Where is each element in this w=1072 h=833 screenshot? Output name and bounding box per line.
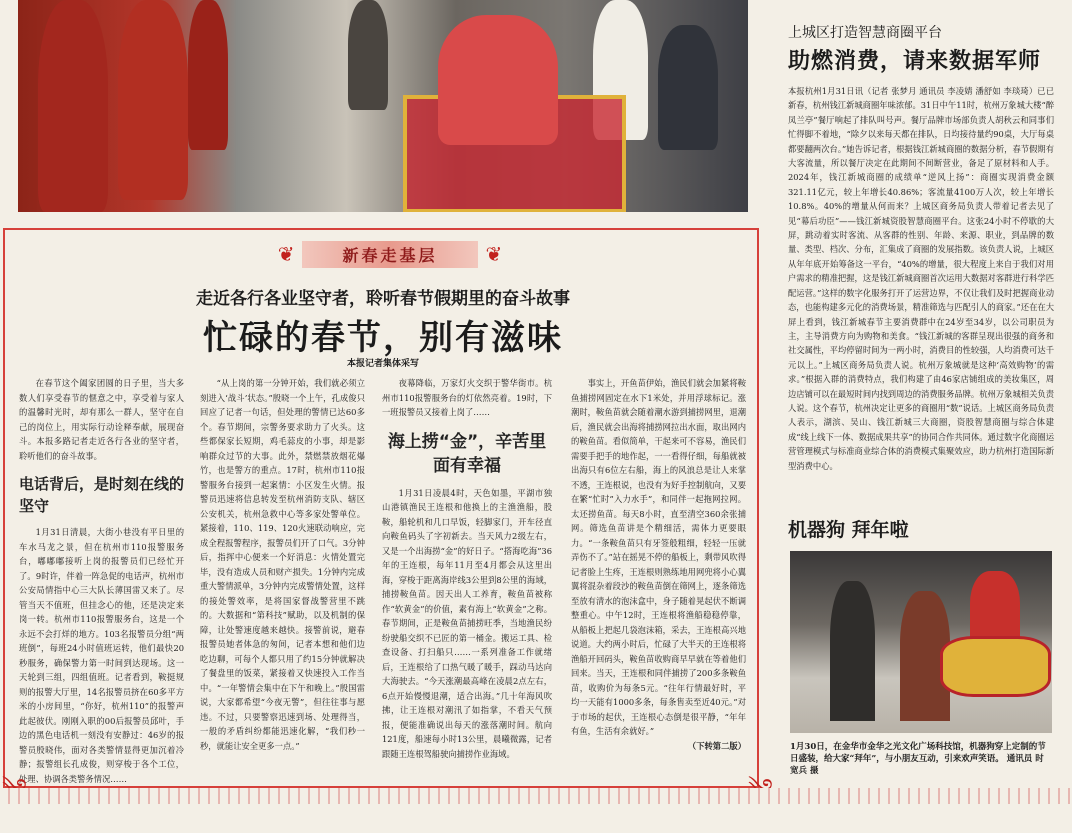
banner-title: 新春走基层 <box>302 241 477 268</box>
article-headline: 助燃消费，请来数据军师 <box>788 49 1042 74</box>
column-2 <box>200 376 365 784</box>
ornament-left-icon: ❦ <box>277 242 295 266</box>
robot-dog-photo <box>790 551 1052 733</box>
article-headline: 忙碌的春节，别有滋味 <box>203 318 563 358</box>
byline: 本报记者集体采写 <box>346 359 419 369</box>
subhead-police: 电话背后，是时刻在线的坚守 <box>19 475 184 515</box>
body-paragraph: 1月31日清晨，大街小巷没有平日里的车水马龙之景，但在杭州市110报警服务台，嘟嘟嘟接听上岗的报警员们已经忙开了。9时许，伴着一阵急促的电话声，杭州市公安局情指中心三大队长薄国雷又来了。尽管当天不值班，但挂念心的他，还是决定来岗一转。杭州市110报警服务台，这是一个永远不会打烊的地方。103名报警员分组“两班倒”，每班24小时值班运转，他们最快20秒服务，确保警力第一时间到达现场。这一天轮到三组，四组值班。记者看到，鞍挺规则的报警大厅里，14名报警员挤在60多平方米的小房间里，“你好，杭州110”的报警声此起彼伏。刚刚入职的00后报警员邱叶，手边的黑色电话机一刻没有安静过：46岁的报警员殷晓伟，面对各类警情显得更加沉着冷静；报警组长孔成俊，则穿梭于各个工位，处理、协调各类警务情况…… <box>19 527 184 784</box>
body-paragraph: 事实上，开鱼苗伊始，渔民们就会加紧将鞍鱼捕捞网固定在水下1米处，并用浮球标记。涨潮时，鞍鱼苗就会随着潮水游到捕捞网里，退潮后，渔民就会出海将捕捞网拉出水面，取出网内的鞍鱼苗。看似简单，干起来可不容易，渔民们需要手把手的地作起，一一看得仔细，每船就被出海只有6位左右船，海上的风浪总是让人来掌不透，王连根说，也没有为好手控制航向，又要在繁“忙时”入力水手”，和同伴一起拖网拉网。太还捞鱼苗。每天8小时，直至清空360余张捕网。筛选鱼苗讲是个精细活，需体力更要眼力。“一条鞍鱼苗只有牙签般粗细，轻轻一压就弄伤不了。”站在摇晃不停的船板上，剩带风吹得记者脸上生疼，王连根则熟练地用网兜将小心翼翼将混杂着段沙的鞍鱼苗倒在筛网上，逐条筛选至放有清水的泡沫盒中，身子随着晃起伏不断调整重心。中午12时，王连根将渔船稳稳停靠，从船板上把起几袋泡沫箱，采去，王连根高兴地说道。大约两小时后，忙碌了大半天的王连根将渔船开回码头，鞍鱼苗收购商早早就在等着他们回来。当天，王连根和同伴捕捞了200多条鞍鱼苗，收购价为每条5元。“往年行情最好时，平均一天能有1000多条，每条售卖至近40元。”对于市场的起伏，王连根心态倒是很平静，“年年有鱼，生活有余就好。” <box>571 378 746 736</box>
section-heading: 机器狗 拜年啦 <box>788 519 909 541</box>
robot-dog <box>940 636 1051 697</box>
column-4 <box>571 376 746 784</box>
intro-paragraph: 在春节这个阖家团圆的日子里，当大多数人们享受春节的惬意之中，享受着与家人的温馨时光时，却有那么一群人，坚守在自己的岗位上，用实际行动诠释奉献，展现奋斗。本报多路记者走近各行各业的坚守者，聆听他们的奋斗故事。 <box>19 378 184 461</box>
subhead-fishing: 海上捞“金”，辛苦里面有幸福 <box>387 431 547 476</box>
bottom-border <box>0 788 1072 804</box>
body-paragraph: “从上岗的第一分钟开始，我们就必须立刻进入‘战斗’状态。”殷晓一个上午，孔成俊只回应了记者一句话，但处理的警情已达60多个。春节期间，宗警务要求助力了火头。这些都保家长短期，鸡毛蒜皮的小事，却是影响群众过节的大事。此外，禁燃禁放烟花爆竹，也是警方的重点。17时，杭州市110报警服务台接到一起案情：小区发生火情。报警员迅速将信息转发至杭州消防支队、辖区公安机关，杭州急救中心等多家处警单位。紧接着，110、119、120火速联动响应，完成全程报警程序，报警员们开了口气。3分钟后，指挥中心便来一个好消息：火情处置完毕，没有造成人员和财产损失。1分钟内完成重大警情派单，3分钟内完成警情处置，这样的接处警效率，是将国家督战警营里不跳的。大数据和“第科技”赋助，以及机制的保障，让处警速度越来越快。接警前说，避春报警员她者体急的匆间，记者本想和他们边吃边聊，可每个人都只用了约15分钟就解决了餐盘里的饭菜，紧接着又快速投入工作当中。“一年警情会集中在下午和晚上。”殷国雷说，大家都希望“今夜无警”，但往往事与愿违。不过，只要警察迅速到场、处理得当，一般的矛盾纠纷都能迅速化解，“我们秒一秒，就能让安全更多一点。” <box>200 378 365 751</box>
article-subhead: 上城区打造智慧商圈平台 <box>788 25 942 41</box>
article-body: 本报杭州1月31日讯（记者 张梦月 通讯员 李凌婧 潘舒如 李琰琦）已已新春，杭州钱江新城商圈年味浓郁。31日中午11时，杭州万象城大楼“醉凤兰亭”餐厅响起了排队叫号声。餐厅品牌市场部负责人胡秋云和同事们忙得脚不着地，“除夕以来每天都在排队，日均接待量约90桌，大厅每桌都要翻两次台。”她告诉记者，根据钱江新城商圈的数据分析，春节假期有大客流量，所以餐厅决定在此期间不间断营业，备足了原材料和人手。2024年，钱江新城商圈的成绩单“逆风上扬”：商圈实现消费金额321.11亿元，较上年增长40.86%；客流量4100万人次，较上年增长10.8%。40%的增量从何而来？上城区商务局负责人带着记者去见了见“幕后功臣”——钱江新城资股智慧商圈平台。这张24小时不停歇的大屏，跳动着实时客流、从客群的性别、年龄、来源、职业，到品牌的数量、类型、档次、分布，汇集成了商圈的发展指数。该负责人说，上城区从年年底开始筹备这一平台，“40%的增量，很大程度上来自于我们对用户需求的精准把握，这是钱江新城商圈首次运用大数据对客群进行科学匹配运营。”这样的数字化服务打开了运营边界，不仅让我们及时把握商业动态，也能构建多元化的消费场景，精准筛选与匹配引人的商家。”还在在大屏上看到，钱江新城春节主要消费群中在24岁至34岁，以公司职员为主，主导消费方向为购物和美食。“钱江新城的客群呈现出很强的商务和社交属性，平均停留时间为一两小时，消费目的性较强，人均消费可达千元以上。”上城区商务局负责人说。杭州万象城就是这种‘高效购物’的需求。”根据入群的消费特点，我们构建了由46家店铺组成的美妆集区，周边店铺可以在最短时间内找到周边的消费服务品牌。杭州万象城相关负责人说。这个春节，杭州决定让更多的商圈用“数”说话。上城区商务局负责人表示，湖滨、吴山、钱江新城三大商圈，资股智慧商圈与综合体建成“线上线下一体、数据成果共享”的协同合作共同体。通过数字化商圈运营管理模式与标准商业综合体的消费模式集聚效应，助力杭州打造国际新型消费中心。 <box>788 86 1054 471</box>
column-1 <box>19 376 184 784</box>
right-column <box>770 0 1072 804</box>
photo-caption: 1月30日，在金华市金华之光文化广场科技馆，机器狗穿上定制的节日盛装，给大家“拜年”，与小朋友互动，引来欢声笑语。 通讯员 时宽兵 摄 <box>790 742 1046 776</box>
feature-article <box>3 228 759 788</box>
body-paragraph: 夜幕降临，万家灯火交织于警华街市。杭州市110报警服务台的灯依然亮着。19时，下一班报警员又接着上岗了…… <box>382 378 552 417</box>
continued-note: （下转第二版） <box>687 740 746 751</box>
ornament-right-icon: ❦ <box>485 242 503 266</box>
festival-parade-photo <box>18 0 748 212</box>
body-paragraph: 1月31日凌晨4时，天色如墨，平湖市独山港镇渔民王连根和他换上的主渔渔船，股鞍，船轮机和几口早饭，轻脚家门，开车径直向鞍鱼码头了字初新去。当天风力2级左右，又是一个出海捞“金”的好日子。“搭海吃海”36年的王连根，每年11月至4月都会从这里出海，穿梭于距离海岸线3公里到8公里的海域，捕捞鞍鱼苗。因天出人工养育，鞍鱼苗被称作“软黄金”的价值，素有海上“软黄金”之称。春节期间，正是鞍鱼苗捕捞旺季，当地渔民纷纷驶船交织不已匠的第一桶金。搬运工具、检查设备、打扫船只……一系列准备工作就绪后，王连根给了口热气暖了暖手，踩动马达向大海驶去。“今天涨潮最高峰在凌晨2点左右，6点开始慢慢退潮，适合出海。”几十年海风吹拂，让王连根对潮汛了如指掌，不看天气预报，便能准确说出每天的涨落潮时间。航向121度，船速每小时13公里，晨曦微露，记者跟随王连根驾船驶向捕捞作业海域。 <box>382 487 552 759</box>
article-kicker: 走近各行各业坚守者，聆听春节假期里的奋斗故事 <box>196 289 570 309</box>
column-banner <box>225 240 555 268</box>
column-3 <box>382 376 552 784</box>
